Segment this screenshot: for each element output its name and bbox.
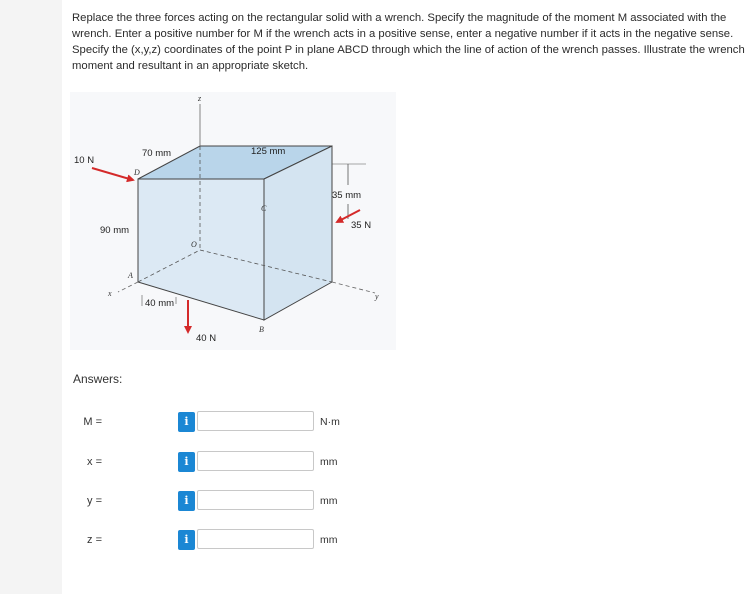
answer-var-label: x = xyxy=(87,456,102,468)
point-A-label: A xyxy=(128,271,133,280)
answer-row-M xyxy=(62,410,362,436)
figure xyxy=(70,92,396,350)
force-40N-label: 40 N xyxy=(196,333,217,344)
answer-row-z xyxy=(62,528,362,554)
dim-90mm-label: 90 mm xyxy=(100,225,130,236)
z-coordinate-input[interactable] xyxy=(197,529,314,549)
x-coordinate-input[interactable] xyxy=(197,451,314,471)
info-icon[interactable]: i xyxy=(178,452,195,472)
rectangular-solid-figure xyxy=(70,92,396,350)
answer-unit-label: mm xyxy=(320,495,338,507)
info-icon[interactable]: i xyxy=(178,530,195,550)
dim-40mm-label: 40 mm xyxy=(145,298,175,309)
info-icon[interactable]: i xyxy=(178,491,195,511)
point-D-label: D xyxy=(134,168,140,177)
point-B-label: B xyxy=(259,325,264,334)
answer-row-y xyxy=(62,489,362,515)
dim-125mm-label: 125 mm xyxy=(251,146,286,157)
point-O-label: O xyxy=(191,240,197,249)
answers-label: Answers: xyxy=(73,372,123,386)
info-icon[interactable]: i xyxy=(178,412,195,432)
point-C-label: C xyxy=(261,204,267,213)
y-coordinate-input[interactable] xyxy=(197,490,314,510)
force-10N-label: 10 N xyxy=(74,155,95,166)
dim-70mm-label: 70 mm xyxy=(142,148,172,159)
moment-input[interactable] xyxy=(197,411,314,431)
answer-var-label: M = xyxy=(83,416,102,428)
problem-statement: Replace the three forces acting on the rectangular solid with a wrench. Specify the magnitude of the moment M associated with the wrench. Enter a positive number for M if the wrench acts in a positive sense, enter a negative number if it acts in the negative sense. Specify the (x,y,z) coordinates of the point P in plane ABCD through which the line of action of the wrench passes. Illustrate the wrench moment and resultant in an appropriate sketch. xyxy=(72,12,745,72)
answer-unit-label: N·m xyxy=(320,416,340,428)
force-35N-label: 35 N xyxy=(351,220,372,231)
answer-var-label: y = xyxy=(87,495,102,507)
axis-x-label: x xyxy=(108,289,112,298)
dim-35mm-label: 35 mm xyxy=(332,190,362,201)
answer-row-x xyxy=(62,450,362,476)
answer-unit-label: mm xyxy=(320,534,338,546)
axis-y-label: y xyxy=(375,292,379,301)
axis-z-label: z xyxy=(198,94,202,103)
answer-unit-label: mm xyxy=(320,456,338,468)
answer-var-label: z = xyxy=(87,534,102,546)
